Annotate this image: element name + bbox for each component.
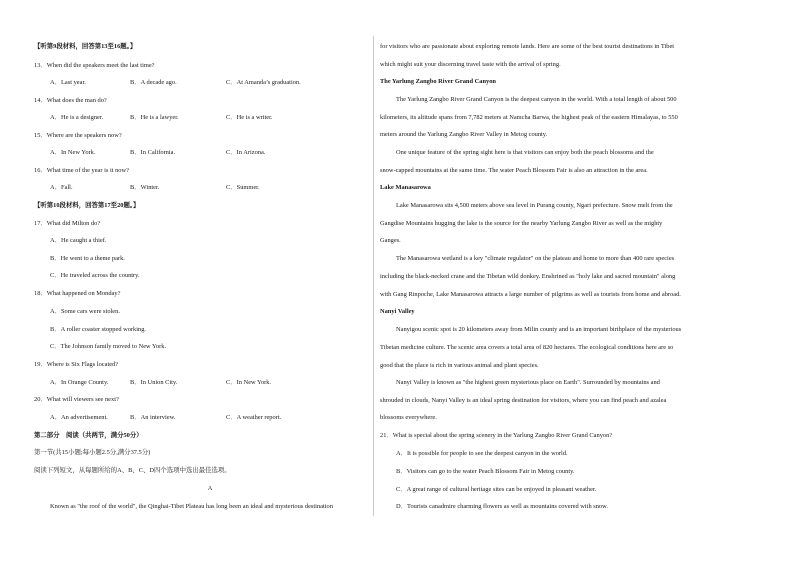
q13-option-a[interactable]: A．Last year. <box>50 79 86 86</box>
q15-stem: 15．Where are the speakers now? <box>34 132 122 139</box>
passage-line: Nanyi Valley is known as "the highest green mysterious place on Earth". Surrounded by mountains and <box>396 379 660 386</box>
part2-instruction: 阅读下列短文，从每题所给的A、B、C、D四个选项中选出最佳选项。 <box>34 467 231 474</box>
q21-option-c[interactable]: C．A great range of cultural heritage sites can be enjoyed in pleasant weather. <box>396 486 597 493</box>
q13-option-c[interactable]: C．At Amanda’s graduation. <box>226 79 301 86</box>
passage-line: blossoms everywhere. <box>380 414 437 421</box>
q17-option-b[interactable]: B．He went to a theme park. <box>50 255 125 262</box>
part2-section1: 第一节(共15小题;每小题2.5分,满分37.5分) <box>34 449 151 456</box>
q20-option-c[interactable]: C．A weather report. <box>226 414 282 421</box>
q21-stem: 21．What is special about the spring scenery in the Yarlung Zangbo River Grand Canyon? <box>380 432 613 439</box>
passage-line: snow-capped mountains at the same time. The water Peach Blossom Fair is also an attraction in the area. <box>380 167 648 174</box>
passage-line: Nanyigou scenic spot is 20 kilometers away from Milin county and is an important birthplace of the mysterious <box>396 326 682 333</box>
q18-option-b[interactable]: B．A roller coaster stopped working. <box>50 326 147 333</box>
passage-line: kilometers, its altitude spans from 7,782 meters at Namcha Barwa, the highest peak of the eastern Himalayas, to 550 <box>380 114 678 121</box>
passage-line: Ganges. <box>380 237 401 244</box>
q20-option-b[interactable]: B．An interview. <box>130 414 176 421</box>
q16-option-b[interactable]: B．Winter. <box>130 184 160 191</box>
q14-stem: 14．What does the man do? <box>34 97 107 104</box>
q20-stem: 20．What will viewers see next? <box>34 396 119 403</box>
q21-option-d[interactable]: D．Tourists canadmire charming flowers as well as mountains covered with snow. <box>396 503 608 510</box>
q13-stem: 13．When did the speakers meet the last time? <box>34 62 155 69</box>
q18-option-a[interactable]: A．Some cars were stolen. <box>50 308 120 315</box>
q18-stem: 18．What happened on Monday? <box>34 290 121 297</box>
q18-option-c[interactable]: C．The Johnson family moved to New York. <box>50 343 167 350</box>
q15-option-c[interactable]: C．In Arizona. <box>226 149 266 156</box>
q19-stem: 19．Where is Six Flags located? <box>34 361 119 368</box>
section10-header: 【听第10段材料，回答第17至20题。】 <box>34 202 140 209</box>
passage-letter: A <box>207 485 213 492</box>
passage-line: Tibetan medicine culture. The scenic area covers a total area of 820 hectares. The ecological conditions here are so <box>380 344 674 351</box>
passage-line: The Yarlung Zangbo River Grand Canyon is the deepest canyon in the world. With a total length of about 500 <box>396 96 677 103</box>
q13-option-b[interactable]: B．A decade ago. <box>130 79 177 86</box>
q17-stem: 17．What did Milton do? <box>34 220 101 227</box>
passage-a-line1: Known as "the roof of the world", the Qinghai-Tibet Plateau has long been an ideal and mysterious destination <box>50 503 333 510</box>
passage-line: One unique feature of the spring sight here is that visitors can enjoy both the peach blossoms and the <box>396 149 654 156</box>
passage-line: Lake Manasarowa sits 4,500 meters above sea level in Purang county, Ngari prefecture. Snow melt from the <box>396 202 673 209</box>
passage-line: shrouded in clouds, Nanyi Valley is an ideal spring destination for visitors, where you can find peach and azalea <box>380 397 667 404</box>
q16-stem: 16．What time of the year is it now? <box>34 167 129 174</box>
passage-line: with Gang Rinpoche, Lake Manasarowa attracts a large number of pilgrims as well as tourists from home and abroad. <box>380 291 681 298</box>
q21-option-a[interactable]: A．It is possible for people to see the deepest canyon in the world. <box>396 450 568 457</box>
passage-line: which might suit your discerning travel taste with the arrival of spring. <box>380 61 561 68</box>
heading-nanyi-valley: Nanyi Valley <box>380 308 415 315</box>
q19-option-c[interactable]: C．In New York. <box>226 379 272 386</box>
q15-option-a[interactable]: A．In New York. <box>50 149 96 156</box>
passage-line: for visitors who are passionate about exploring remote lands. Here are some of the best tourist destinations in Tibet <box>380 43 675 50</box>
q16-option-a[interactable]: A．Fall. <box>50 184 73 191</box>
q20-option-a[interactable]: A．An advertisement. <box>50 414 108 421</box>
passage-line: meters around the Yarlung Zangbo River Valley in Metog county. <box>380 131 548 138</box>
q17-option-a[interactable]: A．He caught a thief. <box>50 237 107 244</box>
part2-title: 第二部分 阅读（共两节，满分50分） <box>34 432 143 439</box>
q15-option-b[interactable]: B．In California. <box>130 149 176 156</box>
passage-line: The Manasarowa wetland is a key "climate regulator" on the plateau and home to more than 400 rare species <box>396 255 675 262</box>
heading-grand-canyon: The Yarlung Zangbo River Grand Canyon <box>380 78 496 85</box>
q14-option-c[interactable]: C．He is a writer. <box>226 114 273 121</box>
q14-option-a[interactable]: A．He is a designer. <box>50 114 104 121</box>
q16-option-c[interactable]: C．Summer. <box>226 184 260 191</box>
heading-lake-manasarowa: Lake Manasarowa <box>380 184 431 191</box>
q14-option-b[interactable]: B．He is a lawyer. <box>130 114 179 121</box>
passage-line: Gangdise Mountains hugging the lake is the source for the nearby Yarlung Zangbo River as well as the mighty <box>380 220 663 227</box>
q21-option-b[interactable]: B．Visitors can go to the water Peach Blossom Fair in Metog county. <box>396 468 575 475</box>
section9-header: 【听第9段材料，回答第13至16题。】 <box>34 43 137 50</box>
passage-line: good that the place is rich in various animal and plant species. <box>380 362 539 369</box>
q19-option-a[interactable]: A．In Orange County. <box>50 379 109 386</box>
q17-option-c[interactable]: C．He traveled across the country. <box>50 272 140 279</box>
q19-option-b[interactable]: B．In Union City. <box>130 379 178 386</box>
passage-line: including the black-necked crane and the Tibetan wild donkey. Enshrined as "holy lake and sacred mountain" along <box>380 273 676 280</box>
column-divider <box>373 36 374 516</box>
